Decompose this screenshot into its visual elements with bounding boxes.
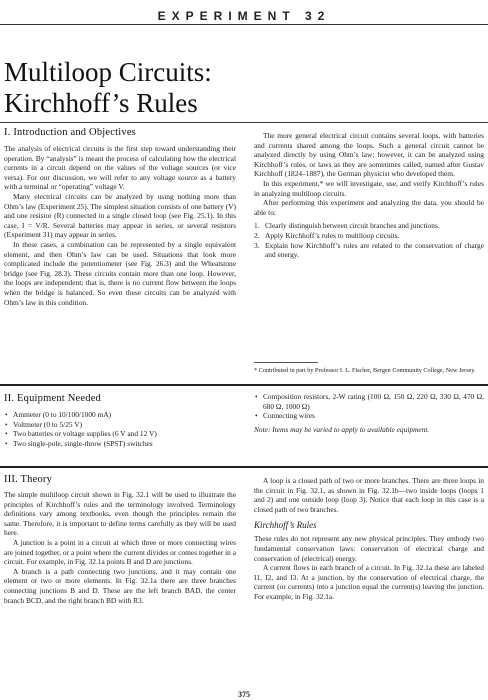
section2-heading: II. Equipment Needed	[4, 393, 102, 404]
equipment-item: • Connecting wires	[254, 411, 484, 421]
title-line-1: Multiloop Circuits:	[4, 57, 212, 87]
section2-rule	[0, 384, 488, 386]
equipment-left-column	[4, 410, 236, 448]
intro-paragraph-3: In these cases, a combination can be represented by a single equivalent element, and then Ohm’s law can be used. Situations that look more complicated include the potentiometer (see Fig. 26.3) and the Wheatstone bridge (see Fig. 28.3). These circuits contain more than one loop. However, the loops are independent; that is, there is no current flow between the loops when the bridge is balanced. So even these circuits can be analyzed with Ohm’s law in this condition.	[4, 239, 236, 307]
section1-left-column	[4, 144, 236, 307]
intro-paragraph-1: The analysis of electrical circuits is the first step toward understanding their operation. By “analysis” is meant the process of calculating how the electrical currents in a circuit depend on the values of the voltage sources (or vice versa). For our discussion, we will refer to any voltage source as a battery with a terminal or “operating” voltage V.	[4, 144, 236, 192]
kirchhoff-rules-subheading: Kirchhoff’s Rules	[254, 520, 317, 531]
header-rule	[0, 24, 488, 25]
theory-paragraph-2: A junction is a point in a circuit at which three or more connecting wires are joined together, or a point where the current divides or comes together in a circuit. For example, in Fig. 32.1a points B and D are junctions.	[4, 537, 236, 567]
experiment-header: EXPERIMENT 32	[157, 9, 331, 23]
equipment-item: • Ammeter (0 to 10/100/1000 mA)	[4, 410, 236, 420]
footnote-rule	[254, 362, 318, 363]
theory-paragraph-6: A current flows in each branch of a circuit. In Fig. 32.1a these are labeled I1, I2, and I3. At a junction, by the conservation of electrical charge, the current (or currents) into a junction equal the current(s) leaving the junction. For example, in Fig. 32.1a.	[254, 563, 484, 601]
equipment-list-right	[254, 392, 484, 421]
theory-paragraph-4: A loop is a closed path of two or more branches. There are three loops in the circuit in Fig. 32.1, as shown in Fig. 32.1b—two inside loops (loops 1 and 2) and one outside loop (loop 3). Notice that each loop in this case is a closed path of two branches.	[254, 476, 484, 514]
section3-heading: III. Theory	[4, 474, 53, 485]
section1-rule	[0, 122, 488, 123]
page-number: 375	[238, 690, 250, 699]
theory-left-column	[4, 490, 236, 605]
equipment-item: • Two batteries or voltage supplies (6 V and 12 V)	[4, 429, 236, 439]
equipment-item: • Composition resistors, 2-W rating (100 Ω, 150 Ω, 220 Ω, 330 Ω, 470 Ω, 680 Ω, 1000 Ω)	[254, 392, 484, 411]
equipment-item: • Two single-pole, single-throw (SPST) switches	[4, 439, 236, 449]
objective-item: 1. Clearly distinguish between circuit branches and junctions.	[254, 221, 440, 231]
section3-rule	[0, 466, 488, 468]
section1-right-column	[254, 131, 484, 260]
section1-heading: I. Introduction and Objectives	[4, 127, 136, 138]
page-title	[4, 57, 304, 119]
objectives-list	[254, 221, 484, 259]
title-line-2: Kirchhoff’s Rules	[4, 88, 198, 118]
objective-item: 2. Apply Kirchhoff’s rules to multiloop circuits.	[254, 230, 400, 240]
equipment-item: • Voltmeter (0 to 5/25 V)	[4, 420, 236, 430]
intro-paragraph-5: In this experiment,* we will investigate, use, and verify Kirchhoff’s rules in analyzing multiloop circuits.	[254, 178, 484, 198]
equipment-list-left	[4, 410, 236, 448]
intro-paragraph-4: The more general electrical circuit contains several loops, with batteries and currents shared among the loops. Such a general circuit cannot be analyzed directly by using Ohm’s law; however, it can be analyzed using Kirchhoff’s rules, or laws as they are sometimes called, named after Gustav Kirchhoff (1824–1887), the German physicist who developed them.	[254, 131, 484, 179]
theory-paragraph-5: These rules do not represent any new physical principles. They embody two fundamental conservation laws: conservation of electrical charge and conservation of (electrical) energy.	[254, 534, 484, 563]
theory-paragraph-3: A branch is a path connecting two junctions, and it may contain one element or two or more elements. In Fig. 32.1a there are three branches connecting junctions B and D. These are the left branch BAD, the center branch BCD, and the right branch BD with R3.	[4, 566, 236, 605]
footnote	[254, 362, 484, 375]
theory-paragraph-1: The simple multiloop circuit shown in Fig. 32.1 will be used to illustrate the principles of Kirchhoff’s rules and the terminology involved. Terminology definitions vary among textbooks, even though the principles remain the same. Therefore, it is important to define terms carefully as they will be used here.	[4, 490, 236, 538]
objective-item: 3. Explain how Kirchhoff’s rules are related to the conservation of charge and energy.	[254, 240, 484, 260]
equipment-note: Note: Items may be varied to apply to available equipment.	[254, 424, 430, 434]
intro-paragraph-6: After performing this experiment and analyzing the data, you should be able to:	[254, 198, 484, 217]
intro-paragraph-2: Many electrical circuits can be analyzed by using nothing more than Ohm’s law (Experiment 25). The simplest situation consists of one battery (V) and one resistor (R) connected in a single closed loop (see Fig. 25.1). In this case, I = V/R. Several batteries may appear in series, or several resistors (Experiment 31) may appear in series.	[4, 191, 236, 240]
theory-right-column	[254, 476, 484, 602]
equipment-right-column	[254, 392, 484, 434]
footnote-text: * Contributed in part by Professor I. L. Fischer, Bergen Community College, New Jersey.	[254, 367, 476, 374]
